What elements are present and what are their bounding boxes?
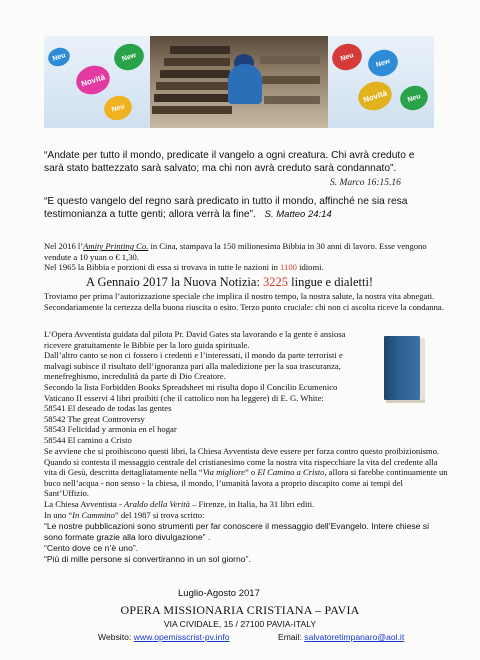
paragraph-opera: L’Opera Avventista guidata dal pilota Pr. David Gates sta lavorando e la gente è ansiosa ricevere gratuitamente le Bibbie per la loro guida spirituale. Dall’altro canto se non ci fossero i credenti e l’interessati, il mondo da parte terroristi e malvagi subisce il risultato dell’ignoranza pari alla maledizione per la sua trascuranza, menefreghismo, incredulità da parte di Dio Creatore. Secondo la lista Forbidden Books Spreadsheet mi risulta dopo il Concilio Ecumenico Vaticano II esservi 4 libri proibiti (che il cattolico non ha leggere) di E. G. White:: [44, 329, 346, 403]
quote-mark-text: “Andate per tutto il mondo, predicate il vangelo a ogni creatura. Chi avrà creduto e sarà stato battezzato sarà salvato; ma chi non avrà creduto sarà condannato”.: [44, 150, 415, 174]
bubble-new-2: New: [365, 46, 402, 80]
paragraph-prohibition: Se avviene che si proibiscono questi libri, la Chiesa Avventista deve essere per forza contro questo proibizionismo. Quando si contesta il messaggio centrale del cristianesimo come la nostra vita rispecchiare la vita del credente alla vita di Gesù, descritta dettagliatamente nella “Via migliore” o El Camino a Cristo, allora si farebbe continuamente un buco nell’acqua - non senso - la chiesa, il mondo, l’umanità lavora a proprio discapito come ai tempi del Sant’Uffizio.: [44, 446, 448, 499]
bubble-new: New: [111, 40, 148, 74]
contact-line: Websito: www.opemisscrist-pv.info: [98, 632, 230, 642]
amity-name: Amity Printing Co.: [83, 241, 149, 251]
books-list: [44, 403, 344, 445]
quote-matteo-ref: S. Matteo 24:14: [264, 209, 332, 220]
quote-matteo: “E questo vangelo del regno sarà predicato in tutto il mondo, affinché ne sia resa testimonianza a tutte genti; allora verrà la fine”. S. Matteo 24:14: [44, 196, 408, 220]
bubble-neu-2: Neu: [101, 92, 135, 123]
publication-quotes: [44, 521, 448, 565]
bubble-novita-2: Novità: [355, 77, 396, 114]
printing-photo: [150, 36, 328, 128]
list-item: 58543 Felicidad y armonia en el hogar: [44, 424, 177, 435]
paragraph-amity: Nel 2016 l’Amity Printing Co. in Cina, stampava la 150 milionesima Bibbia in 30 anni di lavoro. Esse vengono vendute a 10 yuan o € 1,30. Nel 1965 la Bibbia e porzioni di essa si trovava in tutte le nazioni in 1100 idiomi.: [44, 241, 427, 273]
worker: [228, 64, 262, 104]
quote-matteo-text: “E questo vangelo del regno sarà predicato in tutto il mondo, affinché ne sia resa testimonianza a tutte genti; allora verrà la fine: [44, 196, 408, 220]
languages-count: 3225: [263, 275, 289, 289]
banner-left-panel: [44, 36, 150, 128]
banner-right-panel: [328, 36, 434, 128]
list-item: 58542 The great Controversy: [44, 413, 145, 424]
bubble-neu: Neu: [46, 45, 72, 69]
issue-date: Luglio-Agosto 2017: [178, 588, 260, 599]
bubble-neu-4: Neu: [397, 82, 431, 113]
paragraph-in-cammino: In uno “In Cammino” del 1987 si trova scritto:: [44, 510, 205, 520]
header-banner: [44, 36, 434, 128]
quote-mark: [44, 149, 436, 175]
list-item: 58541 El deseado de todas las gentes: [44, 403, 172, 413]
bubble-neu-3: Neu: [329, 40, 366, 74]
paragraph-authorization: Troviamo per prima l’autorizzazione speciale che implica il nostro tempo, la nostra salute, la nostra vita abnegati. Secondariamente la certezza della buona riuscita o esito. Terzo punto cruciale: chi non ci ascolta riceve la condanna.: [44, 291, 444, 312]
list-item: 58544 El camino a Cristo: [44, 434, 132, 445]
quote-line: “Più di mille persone si convertiranno in un sol giorno”.: [44, 554, 251, 564]
quote-mark-ref: S. Marco 16:15.16: [330, 178, 401, 188]
paragraph-araldo: La Chiesa Avventista - Araldo della Verità – Firenze, in Italia, ha 31 libri editi.: [44, 499, 315, 509]
news-headline: A Gennaio 2017 la Nuova Notizia: 3225 lingue e dialetti!: [86, 275, 374, 289]
idiomi-count: 1100: [280, 262, 297, 273]
email-link[interactable]: salvatoretimpanaro@aol.it: [304, 632, 405, 642]
organization-address: VIA CIVIDALE, 15 / 27100 PAVIA-ITALY: [163, 619, 317, 629]
quote-line: “Cento dove ce n’è uno”.: [44, 543, 139, 553]
quote-line: “Le nostre pubblicazioni sono strumenti per far conoscere il messaggio dell’Evangelo. Intere chiese si sono formate grazie alla loro divulgazione” .: [44, 521, 430, 542]
organization-name: OPERA MISSIONARIA CRISTIANA – PAVIA: [120, 603, 360, 617]
website-link[interactable]: www.opemisscrist-pv.info: [133, 632, 230, 642]
bubble-novita: Novità: [73, 61, 114, 98]
book-illustration: [384, 336, 428, 406]
email-line: Email: salvatoretimpanaro@aol.it: [278, 632, 405, 642]
